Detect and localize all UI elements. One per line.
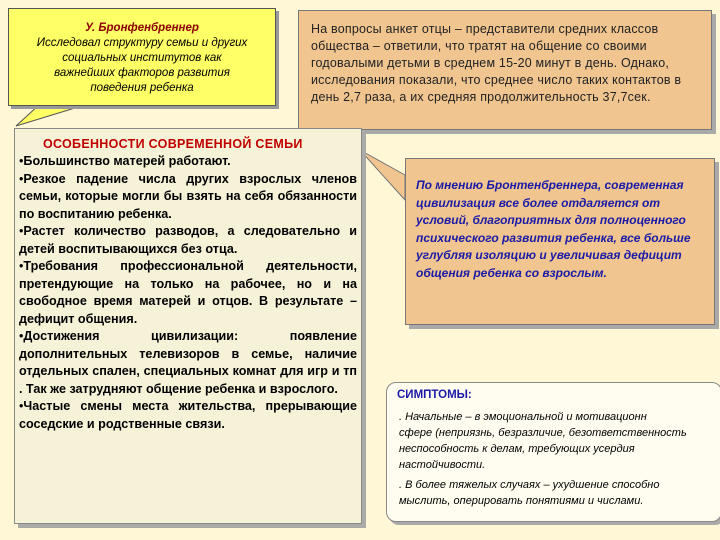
symptoms-line: настойчивости. [399,459,486,471]
opinion-text: По мнению Бронтенбреннера, современная цивилизация все более отдаляется от условий, благоприятных для полноценного психического развития ребенка, все больше углубляя изоляцию и увеличивая дефицит общения ребенка со взрослым. [416,178,691,280]
symptoms-box [386,382,720,522]
author-name: У. Бронфенбреннер [85,22,199,34]
list-item: •Резкое падение числа других взрослых членов семьи, которые могли бы взять на себя обязанности по воспитанию ребенка. [19,171,357,221]
callout-line-4: поведения ребенка [90,82,194,94]
callout-line-3: важнейших факторов развития [54,67,230,79]
list-item: •Требования профессиональной деятельности, претендующие на только на рабочее, но и на свободное время матерей и отцов. В результате – дефицит общения. [19,259,357,326]
symptoms-line: сфере (неприязнь, безразличие, безответственность [399,427,687,439]
family-title: ОСОБЕННОСТИ СОВРЕМЕННОЙ СЕМЬИ [43,137,303,151]
family-features-box [14,128,362,524]
author-callout [8,8,276,106]
symptoms-line: мыслить, оперировать понятиями и числами. [399,495,644,507]
opinion-box [405,158,715,325]
list-item: •Растет количество разводов, а следовательно и детей воспитывающихся без отца. [19,224,357,256]
list-item: •Большинство матерей работают. [19,154,231,168]
symptoms-line: . Начальные – в эмоциональной и мотивационн [399,411,647,423]
list-item: •Частые смены места жительства, прерывающие соседские и родственные связи. [19,399,357,431]
survey-text: На вопросы анкет отцы – представители средних классов общества – ответили, что тратят на общение со своими годовалыми детьми в среднем 15-20 минут в день. Однако, исследования показали, что среднее число таких контактов в день 2,7 раза, а их средняя продолжительность 37,7сек. [311,22,682,104]
survey-box [298,10,712,130]
symptoms-line: неспособность к делам, требующих усердия [399,443,635,455]
callout-line-1: Исследовал структуру семьи и других [36,37,248,49]
family-list [15,153,361,433]
symptoms-line: . В более тяжелых случаях – ухудшение способно [399,479,660,491]
symptoms-heading: СИМПТОМЫ: [397,389,472,401]
callout-line-2: социальных институтов как [62,52,222,64]
list-item: •Достижения цивилизации: появление дополнительных телевизоров в семье, наличие отдельных спален, специальных комнат для игр и тп . Так же затрудняют общение ребенка и взрослого. [19,329,357,396]
